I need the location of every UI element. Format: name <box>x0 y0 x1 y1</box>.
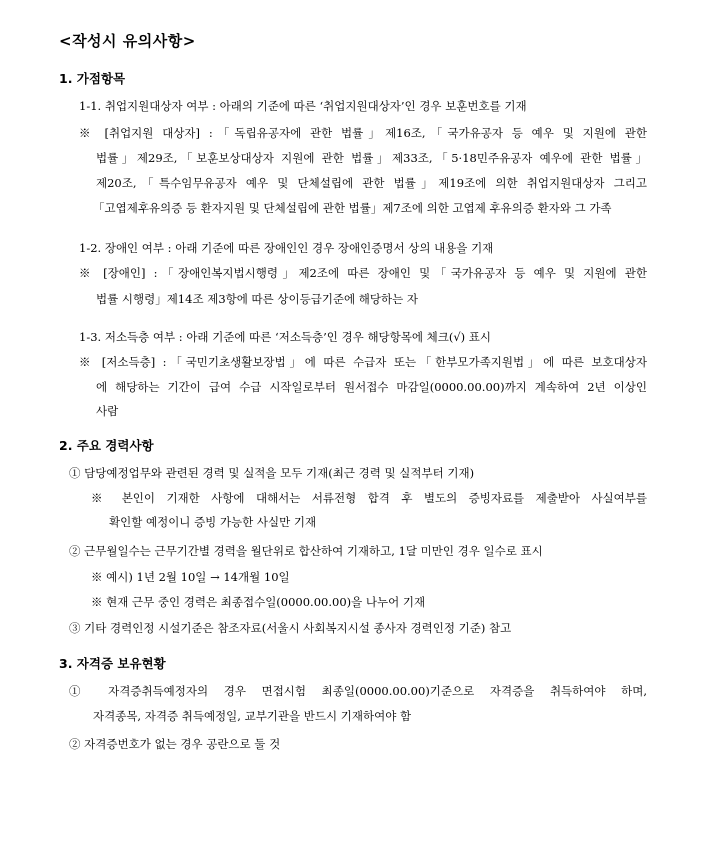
page-title: <작성시 유의사항> <box>59 32 196 50</box>
note-2-1-line-2: 확인할 예정이니 증빙 가능한 사실만 기재 <box>109 515 317 529</box>
note-1-1-line-1: ※ [취업지원 대상자] :「독립유공자에 관한 법률」제16조,「국가유공자 등 예우 및 지원에 관한 <box>79 126 647 140</box>
note-1-3-line-1: ※ [저소득층] :「국민기초생활보장법」에 따른 수급자 또는「한부모가족지원법」에 따른 보호대상자 <box>79 355 647 369</box>
note-2-2-line-1: ※ 예시) 1년 2월 10일 → 14개월 10일 <box>91 570 290 584</box>
note-2-2-line-2: ※ 현재 근무 중인 경력은 최종접수일(0000.00.00)을 나누어 기재 <box>91 595 426 609</box>
section-heading-3: 3. 자격증 보유현황 <box>59 656 166 671</box>
note-1-1-line-3: 제20조,「특수임무유공자 예우 및 단체설립에 관한 법률」제19조에 의한 취업지원대상자 그리고 <box>96 176 647 190</box>
note-1-1-line-2: 법률」제29조,「보훈보상대상자 지원에 관한 법률」제33조,「5·18민주유공자 예우에 관한 법률」 <box>96 151 647 165</box>
item-3-1-line-2: 자격종목, 자격증 취득예정일, 교부기관을 반드시 기재하여야 함 <box>93 709 412 723</box>
note-2-1-line-1: ※ 본인이 기재한 사항에 대해서는 서류전형 합격 후 별도의 증빙자료를 제출받아 사실여부를 <box>91 491 647 505</box>
note-1-3-line-3: 사람 <box>96 404 119 418</box>
item-2-2: ② 근무월일수는 근무기간별 경력을 월단위로 합산하여 기재하고, 1달 미만인 경우 일수로 표시 <box>69 544 543 558</box>
item-1-1: 1-1. 취업지원대상자 여부 : 아래의 기준에 따른 ‘취업지원대상자’인 경우 보훈번호를 기재 <box>79 99 527 113</box>
section-heading-2: 2. 주요 경력사항 <box>59 438 154 453</box>
item-3-2: ② 자격증번호가 없는 경우 공란으로 둘 것 <box>69 737 281 751</box>
item-3-1-line-1: ① 자격증취득예정자의 경우 면접시험 최종일(0000.00.00)기준으로 자격증을 취득하여야 하며, <box>69 684 647 698</box>
note-1-2-line-2: 법률 시행령」제14조 제3항에 따른 상이등급기준에 해당하는 자 <box>96 292 418 306</box>
note-1-2-line-1: ※ [장애인] :「장애인복지법시행령」제2조에 따른 장애인 및「국가유공자 등 예우 및 지원에 관한 <box>79 266 647 280</box>
item-2-3: ③ 기타 경력인정 시설기준은 참조자료(서울시 사회복지시설 종사자 경력인정 기준) 참고 <box>69 621 512 635</box>
note-1-1-line-4: 「고엽제후유의증 등 환자지원 및 단체설립에 관한 법률」제7조에 의한 고엽제 후유의증 환자와 그 가족 <box>93 201 612 215</box>
item-1-2: 1-2. 장애인 여부 : 아래 기준에 따른 장애인인 경우 장애인증명서 상의 내용을 기재 <box>79 241 494 255</box>
section-heading-1: 1. 가점항목 <box>59 71 126 86</box>
item-2-1: ① 담당예정업무와 관련된 경력 및 실적을 모두 기재(최근 경력 및 실적부터 기재) <box>69 466 475 480</box>
item-1-3: 1-3. 저소득층 여부 : 아래 기준에 따른 ‘저소득층’인 경우 해당항목에 체크(√) 표시 <box>79 330 492 344</box>
note-1-3-line-2: 에 해당하는 기간이 급여 수급 시작일로부터 원서접수 마감일(0000.00.00)까지 계속하여 2년 이상인 <box>96 380 647 394</box>
